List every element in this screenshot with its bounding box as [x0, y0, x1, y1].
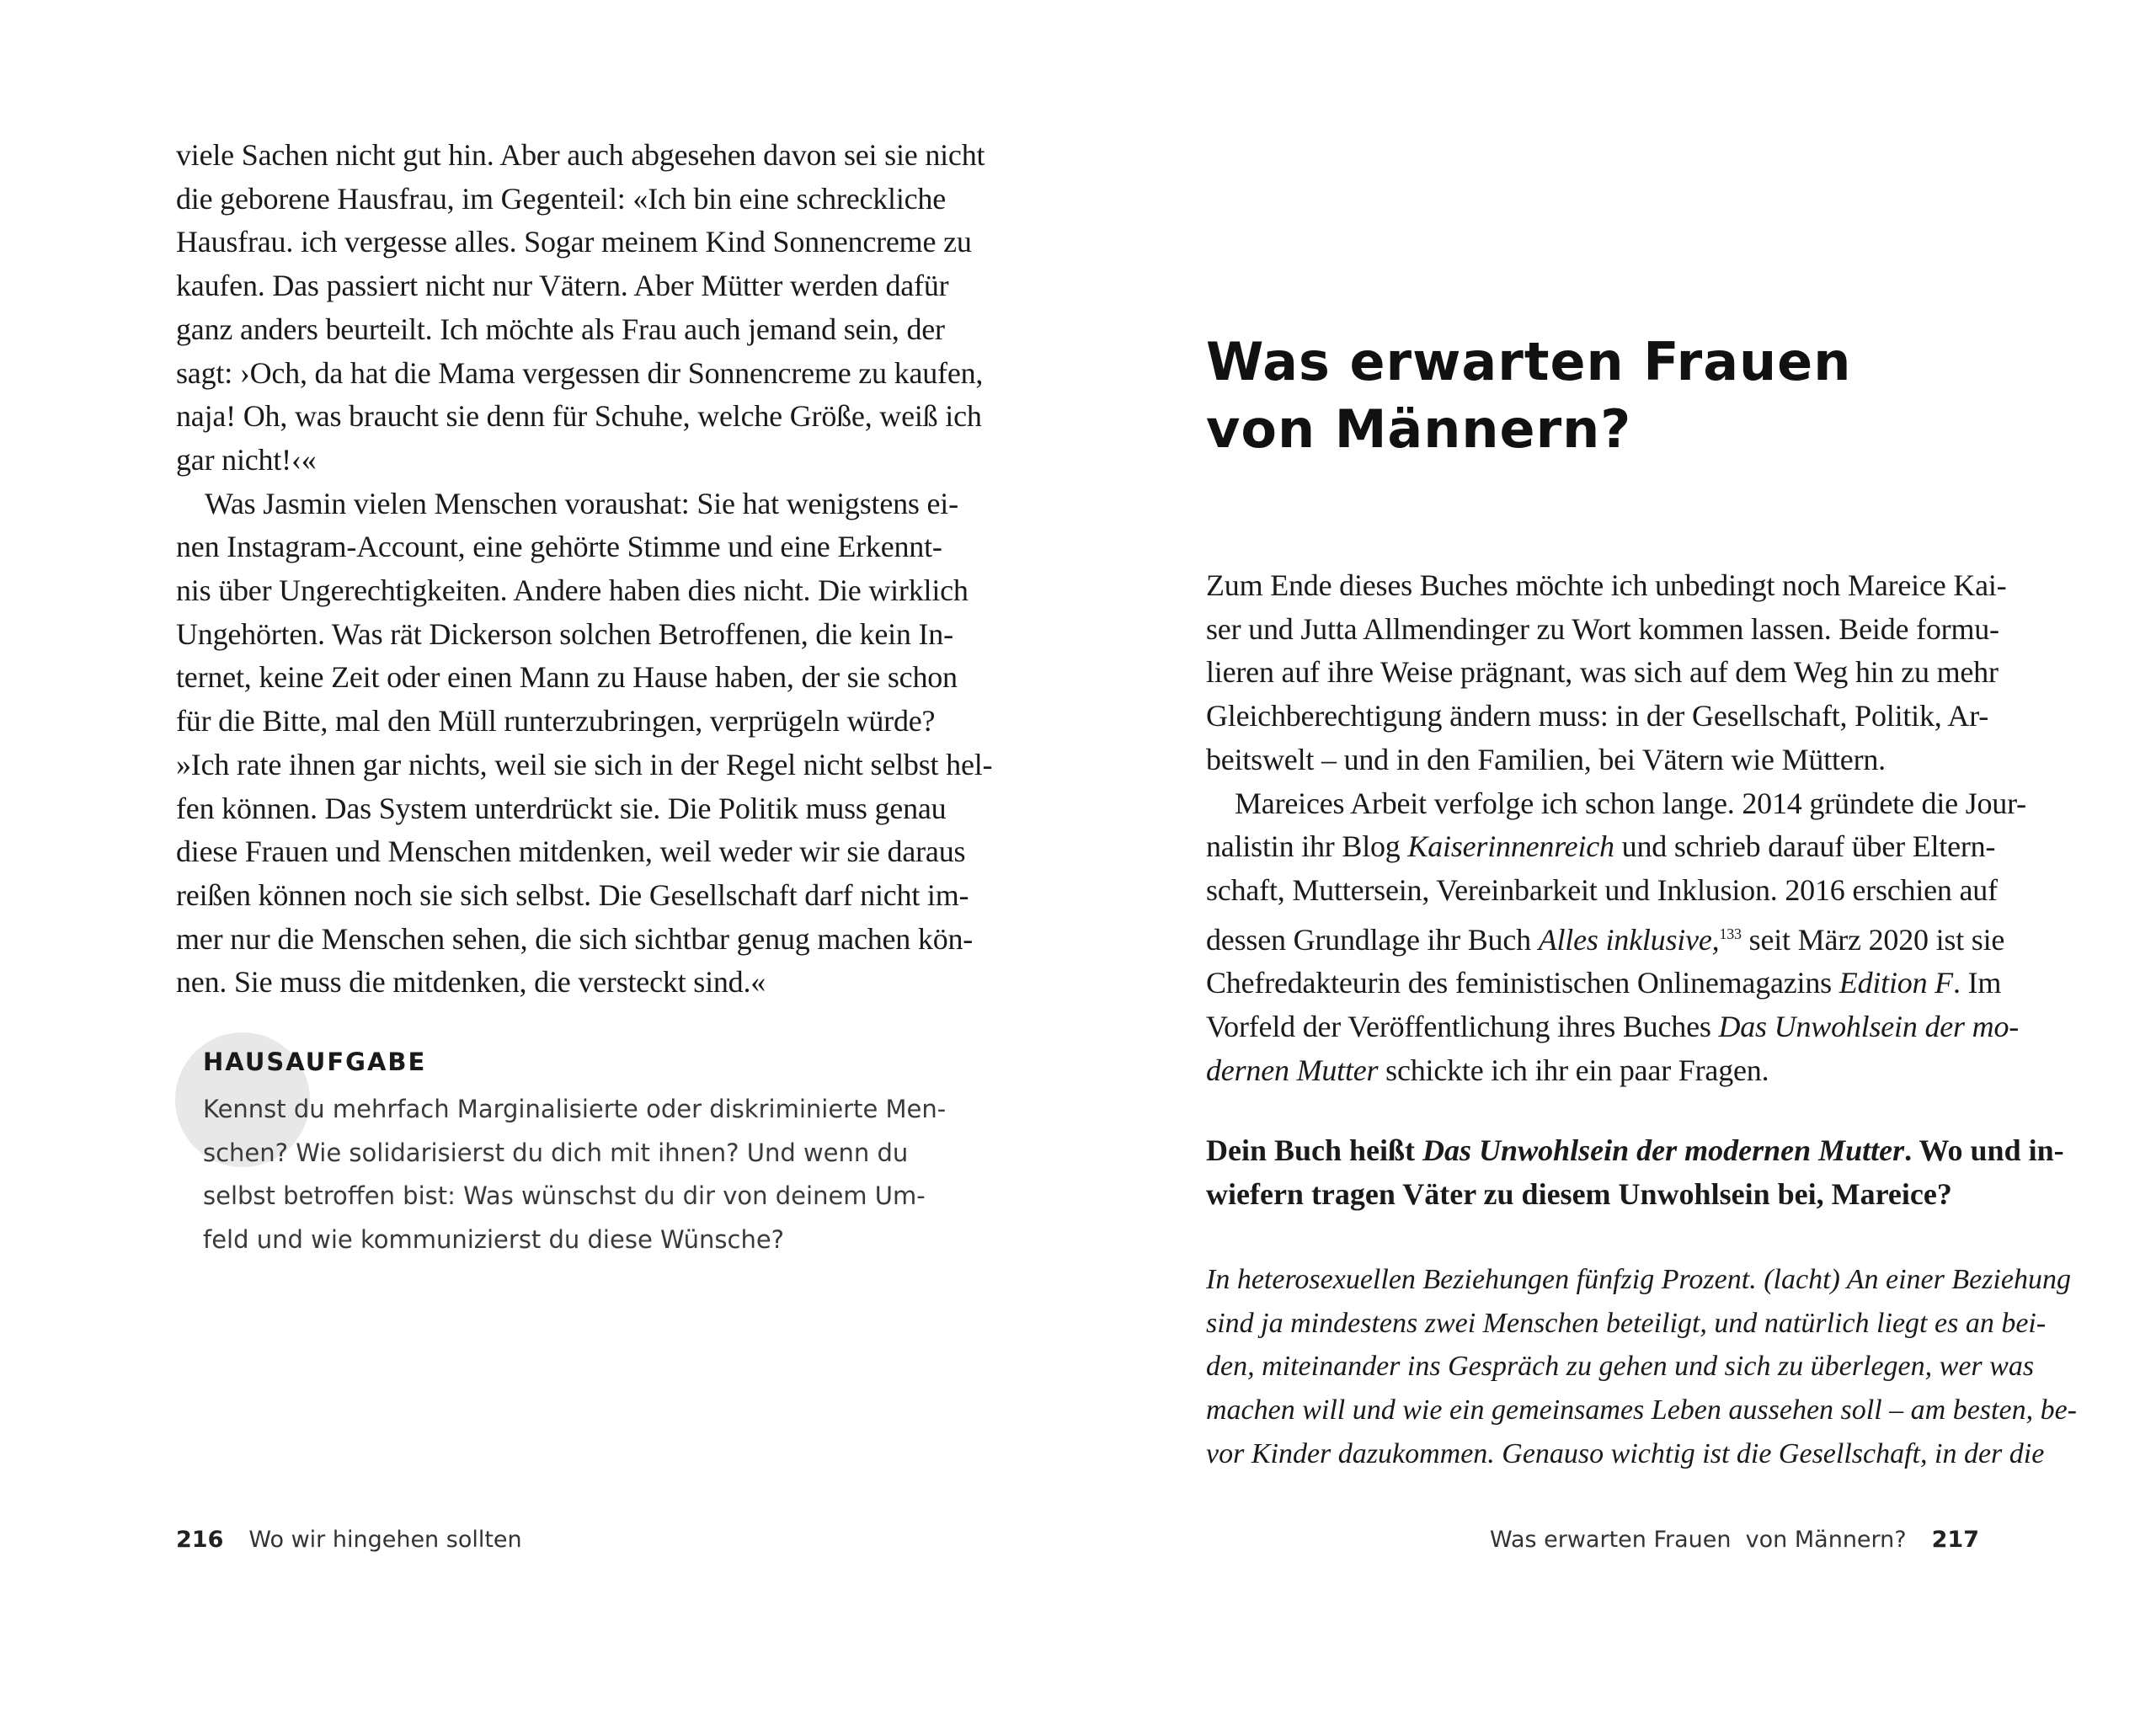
interview-answer: [1206, 1258, 2077, 1476]
text-line: Ungehörten. Was rät Dickerson solchen Betroffenen, die kein In-: [176, 616, 953, 651]
chapter-title: [1206, 328, 1851, 463]
page-number: 216: [176, 1527, 224, 1553]
blog-title: Kaiserinnenreich: [1407, 829, 1614, 864]
homework-line: schen? Wie solidarisierst du dich mit ihnen? Und wenn du: [203, 1138, 909, 1167]
text-line: diese Frauen und Menschen mitdenken, weil weder wir sie daraus: [176, 835, 966, 869]
text-run: Vorfeld der Veröffentlichung ihres Buches: [1206, 1010, 1719, 1044]
text-run: dessen Grundlage ihr Buch: [1206, 922, 1539, 957]
answer-line: In heterosexuellen Beziehungen fünfzig Prozent. (lacht) An einer Beziehung: [1206, 1264, 2071, 1295]
answer-line: machen will und wie ein gemeinsames Leben aussehen soll – am besten, be-: [1206, 1394, 2077, 1426]
text-run: und schrieb darauf über Eltern-: [1614, 829, 1996, 864]
text-run: . Im: [1952, 966, 2002, 1000]
left-body-text: [176, 134, 993, 1005]
text-line: [1206, 962, 2002, 1005]
text-line: gar nicht!‹«: [176, 442, 317, 477]
text-line: sagt: ›Och, da hat die Mama vergessen dir Sonnencreme zu kaufen,: [176, 355, 984, 390]
text-run: nalistin ihr Blog: [1206, 829, 1408, 864]
text-line: fen können. Das System unterdrückt sie. Die Politik muss genau: [176, 791, 947, 825]
text-line: [1206, 825, 1998, 869]
right-page: [1078, 0, 2156, 1717]
running-head: Wo wir hingehen sollten: [248, 1527, 522, 1553]
answer-line: den, miteinander ins Gespräch zu gehen und sich zu überlegen, wer was: [1206, 1351, 2035, 1383]
text-line: naja! Oh, was braucht sie denn für Schuhe, welche Größe, weiß ich: [176, 399, 982, 434]
text-line: kaufen. Das passiert nicht nur Vätern. Aber Mütter werden dafür: [176, 269, 949, 303]
text-line: Mareices Arbeit verfolge ich schon lange. 2014 gründete die Jour-: [1235, 786, 2026, 820]
interview-question: [1206, 1129, 2064, 1216]
text-line: nen. Sie muss die mitdenken, die versteckt sind.«: [176, 965, 766, 1000]
text-line: nen Instagram-Account, eine gehörte Stimme und eine Erkennt-: [176, 530, 942, 564]
text-line: Hausfrau. ich vergesse alles. Sogar meinem Kind Sonnencreme zu: [176, 225, 972, 259]
text-run: schickte ich ihr ein paar Fragen.: [1378, 1053, 1769, 1087]
text-run: . Wo und in-: [1904, 1133, 2064, 1167]
text-line: viele Sachen nicht gut hin. Aber auch abgesehen davon sei sie nicht: [176, 138, 985, 172]
homework-line: Kennst du mehrfach Marginalisierte oder diskriminierte Men-: [203, 1095, 947, 1123]
text-line: reißen können noch sie sich selbst. Die Gesellschaft darf nicht im-: [176, 877, 969, 912]
text-line: schaft, Muttersein, Vereinbarkeit und Inklusion. 2016 erschien auf: [1206, 872, 1998, 907]
text-line: lieren auf ihre Weise prägnant, was sich auf dem Weg hin zu mehr: [1206, 655, 1999, 690]
text-line: ternet, keine Zeit oder einen Mann zu Hause haben, der sie schon: [176, 660, 958, 695]
footnote-marker: 133: [1719, 925, 1742, 942]
text-run: Dein Buch heißt: [1206, 1133, 1423, 1167]
homework-line: feld und wie kommunizierst du diese Wünsche?: [203, 1224, 785, 1254]
text-line: ser und Jutta Allmendinger zu Wort kommen lassen. Beide formu-: [1206, 611, 1999, 646]
book-title: Alles inklusive,: [1538, 922, 1720, 957]
right-folio: [1490, 1527, 1979, 1553]
text-line: Zum Ende dieses Buches möchte ich unbedingt noch Mareice Kai-: [1206, 568, 2007, 602]
text-line: [1206, 1005, 2020, 1049]
homework-line: selbst betroffen bist: Was wünschst du dir von deinem Um-: [203, 1181, 926, 1210]
book-title: dernen Mutter: [1206, 1053, 1379, 1087]
text-line: Was Jasmin vielen Menschen voraushat: Sie hat wenigstens ei-: [205, 486, 958, 520]
running-head: Was erwarten Frauen von Männern?: [1489, 1527, 1907, 1553]
text-line: beitswelt – und in den Familien, bei Vätern wie Müttern.: [1206, 742, 1886, 776]
text-line: mer nur die Menschen sehen, die sich sichtbar genug machen kön-: [176, 921, 974, 956]
text-line: für die Bitte, mal den Müll runterzubringen, verprügeln würde?: [176, 704, 936, 739]
chapter-title-line: Was erwarten Frauen: [1206, 331, 1852, 392]
left-folio: [176, 1527, 522, 1553]
book-title: Das Unwohlsein der modernen Mutter: [1422, 1133, 1905, 1167]
text-line: [1206, 1049, 1998, 1093]
text-line: »Ich rate ihnen gar nichts, weil sie sich in der Regel nicht selbst hel-: [176, 747, 993, 781]
question-line: [1206, 1129, 2064, 1173]
book-title: Das Unwohlsein der mo-: [1718, 1010, 2020, 1044]
text-run: seit März 2020 ist sie: [1741, 922, 2005, 957]
text-line: nis über Ungerechtigkeiten. Andere haben dies nicht. Die wirklich: [176, 573, 969, 608]
intro-text: [1206, 564, 2026, 1092]
text-line: [1206, 913, 2005, 962]
answer-line: vor Kinder dazukommen. Genauso wichtig ist die Gesellschaft, in der die: [1206, 1437, 2045, 1469]
text-line: Gleichberechtigung ändern muss: in der Gesellschaft, Politik, Ar-: [1206, 699, 1989, 733]
chapter-title-line: von Männern?: [1206, 398, 1632, 460]
text-run: Chefredakteurin des feministischen Onlinemagazins: [1206, 966, 1839, 1000]
answer-line: sind ja mindestens zwei Menschen beteiligt, und natürlich liegt es an bei-: [1206, 1307, 2047, 1339]
homework-title: HAUSAUFGABE: [203, 1048, 427, 1076]
question-line: wiefern tragen Väter zu diesem Unwohlsein bei, Mareice?: [1206, 1176, 1952, 1211]
text-line: die geborene Hausfrau, im Gegenteil: «Ich bin eine schreckliche: [176, 181, 947, 216]
page-number: 217: [1931, 1527, 1979, 1553]
text-line: ganz anders beurteilt. Ich möchte als Frau auch jemand sein, der: [176, 312, 945, 346]
homework-text: [203, 1088, 947, 1261]
magazine-title: Edition F: [1838, 966, 1953, 1000]
